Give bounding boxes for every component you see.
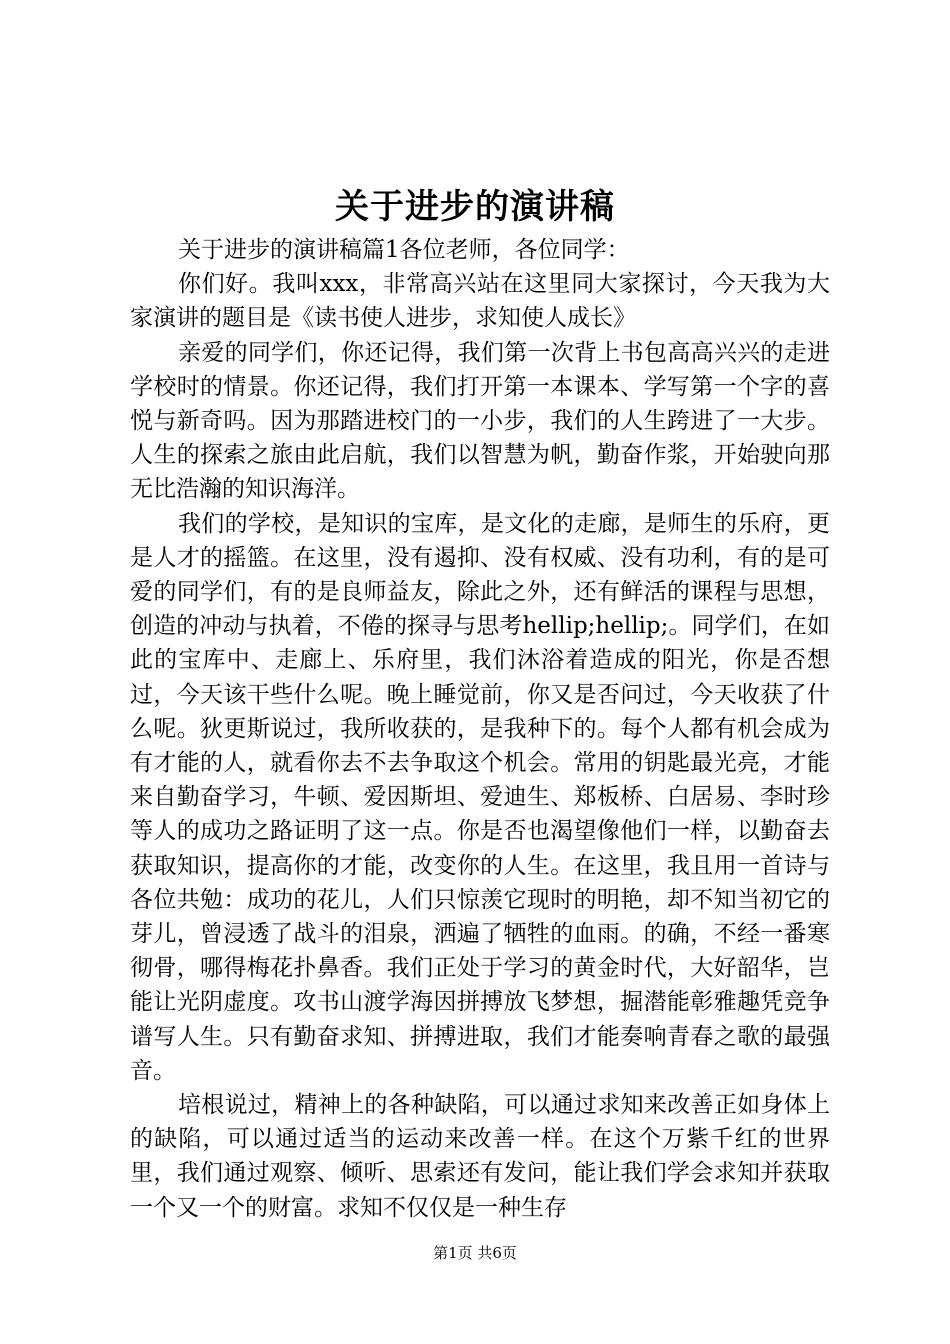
document-body (130, 233, 830, 1225)
intro-line: 关于进步的演讲稿篇1各位老师，各位同学： (178, 237, 630, 263)
paragraph-bacon: 培根说过，精神上的各种缺陷，可以通过求知来改善正如身体上的缺陷，可以通过适当的运动来改善一样。在这个万紫千红的世界里，我们通过观察、倾听、思索还有发问，能让我们学会求知并获取一个又一个的财富。求知不仅仅是一种生存 (130, 1092, 830, 1221)
paragraph-school: 我们的学校，是知识的宝库，是文化的走廊，是师生的乐府，更是人才的摇篮。在这里，没有遏抑、没有权威、没有功利，有的是可爱的同学们，有的是良师益友，除此之外，还有鲜活的课程与思想，创造的冲动与执着，不倦的探寻与思考hellip;hellip;。同学们，在如此的宝库中、走廊上、乐府里，我们沐浴着造成的阳光，你是否想过，今天该干些什么呢。晚上睡觉前，你又是否问过，今天收获了什么呢。狄更斯说过，我所收获的，是我种下的。每个人都有机会成为有才能的人，就看你去不去争取这个机会。常用的钥匙最光亮，才能来自勤奋学习，牛顿、爱因斯坦、爱迪生、郑板桥、白居易、李时珍等人的成功之路证明了这一点。你是否也渴望像他们一样，以勤奋去获取知识，提高你的才能，改变你的人生。在这里，我且用一首诗与各位共勉：成功的花儿，人们只惊羡它现时的明艳，却不知当初它的芽儿，曾浸透了战斗的泪泉，洒遍了牺牲的血雨。的确，不经一番寒彻骨，哪得梅花扑鼻香。我们正处于学习的黄金时代，大好韶华，岂能让光阴虚度。攻书山渡学海因拼搏放飞梦想，掘潜能彰雅趣凭竞争谱写人生。只有勤奋求知、拼搏进取，我们才能奏响青春之歌的最强音。 (130, 510, 830, 1084)
paragraph-memories: 亲爱的同学们，你还记得，我们第一次背上书包高高兴兴的走进学校时的情景。你还记得，我们打开第一本课本、学写第一个字的喜悦与新奇吗。因为那踏进校门的一小步，我们的人生跨进了一大步。人生的探索之旅由此启航，我们以智慧为帆，勤奋作浆，开始驶向那无比浩瀚的知识海洋。 (130, 339, 830, 503)
document-title: 关于进步的演讲稿 (335, 187, 615, 227)
paragraph-greeting: 你们好。我叫xxx，非常高兴站在这里同大家探讨，今天我为大家演讲的题目是《读书使人进步，求知使人成长》 (130, 271, 830, 332)
page-footer: 第1页 共6页 (433, 1244, 517, 1262)
